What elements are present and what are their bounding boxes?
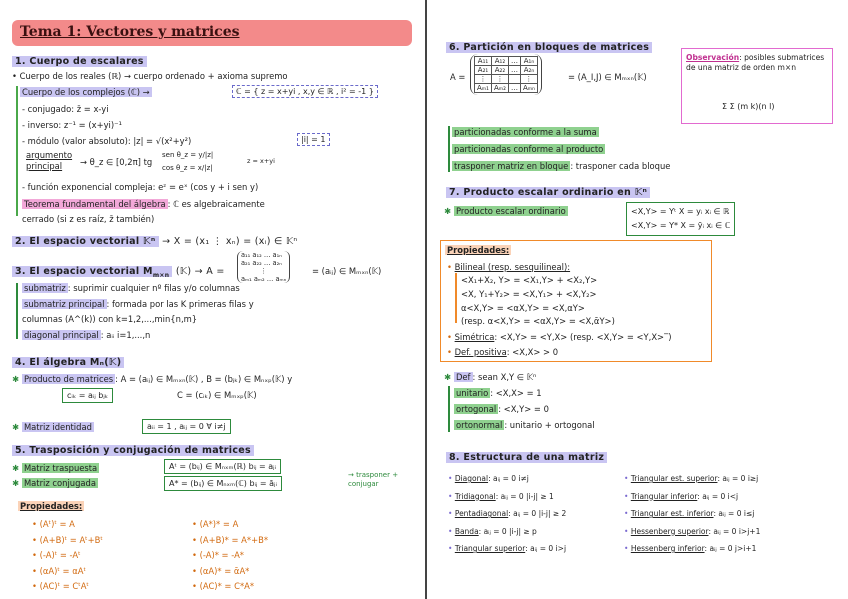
bilineal-line: • Bilineal (resp. sesquilineal): xyxy=(447,262,571,272)
estructura-item: • Triangular est. inferior: aᵢⱼ = 0 i≤j xyxy=(624,509,755,518)
cerrado-line: cerrado (si z es raíz, z̄ también) xyxy=(22,214,155,224)
reales-line: • Cuerpo de los reales (ℝ) → cuerpo ordenado + axioma supremo xyxy=(12,71,288,81)
left-column xyxy=(12,0,418,599)
section-8-heading: 8. Estructura de una matriz xyxy=(446,452,607,463)
section-6-bracket xyxy=(448,126,450,172)
modulo-box: |i| = 1 xyxy=(297,133,330,146)
block-row: A₁₁ A₁₂ … A₁ₙ xyxy=(475,57,538,66)
propiedades-label: Propiedades: xyxy=(20,501,83,511)
block-row: Aₘ₁ Aₘ₂ … Aₘₙ xyxy=(475,84,538,93)
traspuesta-box: Aᵗ = (bᵢⱼ) ∈ Mₙₓₘ(ℝ) bᵢⱼ = aⱼᵢ xyxy=(164,459,281,474)
matrix-a: a₁₁ a₁₂ … a₁ₙ a₂₁ a₂₂ … a₂ₙ ⋮ aₘ₁ aₘ₂ … aₘₙ xyxy=(237,251,290,283)
propiedades-box xyxy=(440,240,712,362)
estructura-item: • Pentadiagonal: aᵢⱼ = 0 |i-j| ≥ 2 xyxy=(448,509,567,518)
z-expression: z = x+yi xyxy=(247,157,275,165)
particion-suma: particionadas conforme a la suma xyxy=(454,127,597,137)
prop-r-0: • (A*)* = A xyxy=(192,519,239,529)
prop-l-3: • (αA)ᵗ = αAᵗ xyxy=(32,565,86,576)
title-banner xyxy=(12,20,412,46)
cik-box: cᵢₖ = aᵢⱼ bⱼₖ xyxy=(62,388,113,403)
trasponer-conjugar-note: → trasponer + conjugar xyxy=(348,471,399,488)
complejos-line: Cuerpo de los complejos (ℂ) → xyxy=(22,87,150,97)
defpos-line: • Def. positiva: <X,X> > 0 xyxy=(447,347,559,357)
particion-producto: particionadas conforme al producto xyxy=(454,144,604,154)
block-a-label: A = xyxy=(450,72,466,82)
block-table xyxy=(474,56,538,93)
def-bracket xyxy=(448,386,450,432)
conjugada-box: A* = (bᵢⱼ) ∈ Mₙₓₘ(ℂ) bᵢⱼ = āⱼᵢ xyxy=(164,476,282,491)
page-title: Tema 1: Vectores y matrices xyxy=(20,24,240,40)
prop-l-0: • (Aᵗ)ᵗ = A xyxy=(32,519,75,529)
ortogonal-line: ortogonal : <X,Y> = 0 xyxy=(456,404,549,414)
estructura-left-list xyxy=(448,470,566,558)
section-6-heading: 6. Partición en bloques de matrices xyxy=(446,42,652,53)
estructura-item: • Diagonal: aᵢⱼ = 0 i≠j xyxy=(448,474,529,483)
cos-formula: cos θ_z = x/|z| xyxy=(162,164,213,172)
bilineal-3: α<X,Y> = <αX,Y> = <X,αY> xyxy=(461,303,585,313)
matrix-equation: = (aᵢⱼ) ∈ Mₘₓₙ(𝕂) xyxy=(312,266,382,276)
prop-r-4: • (AC)* = C*A* xyxy=(192,581,255,591)
section-3-heading: 3. El espacio vectorial $M_{m\times n}$ (𝕂) → A = xyxy=(12,266,225,279)
funcion-exponencial: - función exponencial compleja: eᶻ = eˣ (cos y + i sen y) xyxy=(22,182,259,192)
block-matrix xyxy=(470,54,542,95)
producto-line: ✱ Producto de matrices : A = (aᵢⱼ) ∈ Mₘₓₙ(𝕂) , B = (bⱼₖ) ∈ Mₙₓₚ(𝕂) y xyxy=(12,374,293,384)
argumento-rest: → θ_z ∈ [0,2π] tg xyxy=(80,157,153,167)
prop-l-1: • (A+B)ᵗ = Aᵗ+Bᵗ xyxy=(32,534,103,545)
bilineal-2: <X, Y₁+Y₂> = <X,Y₁> + <X,Y₂> xyxy=(461,289,597,299)
complejos-definition-box: ℂ = { z = x+yi , x,y ∈ ℝ , i² = -1 } xyxy=(232,85,378,98)
bilineal-4: (resp. α<X,Y> = <αX,Y> = <X,ᾱY>) xyxy=(461,316,615,326)
estructura-item: • Banda: aᵢⱼ = 0 |i-j| ≥ p xyxy=(448,526,537,536)
prop-r-1: • (A+B)* = A*+B* xyxy=(192,534,269,545)
trasponer-bloque: trasponer matriz en bloque : trasponer cada bloque xyxy=(454,161,671,171)
def-line: ✱ Def : sean X,Y ∈ 𝕂ⁿ xyxy=(444,372,537,382)
section-1-heading: 1. Cuerpo de escalares xyxy=(12,56,147,67)
c-matrix: C = (cᵢₖ) ∈ Mₘₓₚ(𝕂) xyxy=(177,390,257,400)
subprincipal-line: submatriz principal : formada por las K primeras filas y xyxy=(24,299,254,309)
estructura-item: • Triangular est. superior: aᵢⱼ = 0 i≥j xyxy=(624,474,759,483)
props-left xyxy=(32,517,103,595)
submatriz-line: submatriz : suprimir cualquier nº filas y/o columnas xyxy=(24,283,240,293)
identidad-box: aᵢᵢ = 1 , aᵢⱼ = 0 ∀ i≠j xyxy=(142,419,231,434)
estructura-right-list xyxy=(624,470,760,558)
observacion-formula: Σ Σ (m k)(n l) xyxy=(722,102,775,111)
conjugado-line: - conjugado: z̄ = x-yi xyxy=(22,104,109,114)
conjugada-line: ✱ Matriz conjugada xyxy=(12,478,96,488)
section-3-bracket xyxy=(16,283,18,339)
bilineal-1: <X₁+X₂, Y> = <X₁,Y> + <X₂,Y> xyxy=(461,275,598,285)
producto-escalar-line: ✱ Producto escalar ordinario xyxy=(444,206,566,216)
observacion-box xyxy=(681,48,833,124)
props-right xyxy=(192,517,268,595)
identidad-line: ✱ Matriz identidad xyxy=(12,422,92,432)
estructura-item: • Triangular inferior: aᵢⱼ = 0 i<j xyxy=(624,491,739,501)
block-row: A₂₁ A₂₂ … A₂ₙ xyxy=(475,66,538,75)
block-row: ⋮ ⋮ ⋮ xyxy=(475,75,538,84)
diagonal-line: diagonal principal : aᵢᵢ i=1,...,n xyxy=(24,330,151,340)
modulo-line: - módulo (valor absoluto): |z| = √(x²+y²) xyxy=(22,136,192,146)
observacion-text: Observación: posibles submatrices de una matriz de orden m×n xyxy=(686,53,825,72)
estructura-item: • Triangular superior: aᵢⱼ = 0 i>j xyxy=(448,544,567,553)
estructura-item: • Tridiagonal: aᵢⱼ = 0 |i-j| ≥ 1 xyxy=(448,491,554,501)
prop-r-2: • (-A)* = -A* xyxy=(192,550,244,560)
section-4-heading: 4. El álgebra Mₙ(𝕂) xyxy=(12,357,124,368)
inverso-line: - inverso: z⁻¹ = (x+yi)⁻¹ xyxy=(22,120,122,130)
teorema-line: Teorema fundamental del álgebra : ℂ es algebraicamente xyxy=(24,199,265,209)
page-divider xyxy=(425,0,427,599)
section-5-heading: 5. Trasposición y conjugación de matrices xyxy=(12,445,254,456)
section-7-heading: 7. Producto escalar ordinario en 𝕂ⁿ xyxy=(446,187,650,198)
unitario-line: unitario : <X,X> = 1 xyxy=(456,388,542,398)
prop-r-3: • (αA)* = ᾱA* xyxy=(192,565,250,576)
prop-l-4: • (AC)ᵗ = CᵗAᵗ xyxy=(32,581,89,591)
prop-l-2: • (-A)ᵗ = -Aᵗ xyxy=(32,550,81,560)
estructura-item: • Hessenberg superior: aᵢⱼ = 0 i>j+1 xyxy=(624,526,761,536)
argumento-label: argumento principal xyxy=(26,150,73,171)
producto-escalar-box: <X,Y> = Yᵗ X = yᵢ xᵢ ∈ ℝ <X,Y> = Y* X = ȳᵢ xᵢ ∈ ℂ xyxy=(626,202,735,236)
estructura-item: • Hessenberg inferior: aᵢⱼ = 0 j>i+1 xyxy=(624,544,757,553)
columnas-line: columnas (A^(k)) con k=1,2,...,min{n,m} xyxy=(22,314,198,324)
simetrica-line: • Simétrica: <X,Y> = <Y,X> (resp. <X,Y> = <Y,X>‾) xyxy=(447,332,672,342)
right-column xyxy=(436,0,840,599)
ortonormal-line: ortonormal : unitario + ortogonal xyxy=(456,420,595,430)
sen-formula: sen θ_z = y/|z| xyxy=(162,151,214,159)
block-equation: = (A_I,J) ∈ Mₘₓₙ(𝕂) xyxy=(568,72,647,82)
prop-title: Propiedades: xyxy=(447,245,510,255)
bilineal-bracket xyxy=(455,273,457,323)
section-2-heading: 2. El espacio vectorial 𝕂ⁿ → X = (x₁ ⋮ xₙ) = (xᵢ) ∈ 𝕂ⁿ xyxy=(12,236,297,247)
traspuesta-line: ✱ Matriz traspuesta xyxy=(12,463,98,473)
section-1-bracket xyxy=(16,86,18,216)
